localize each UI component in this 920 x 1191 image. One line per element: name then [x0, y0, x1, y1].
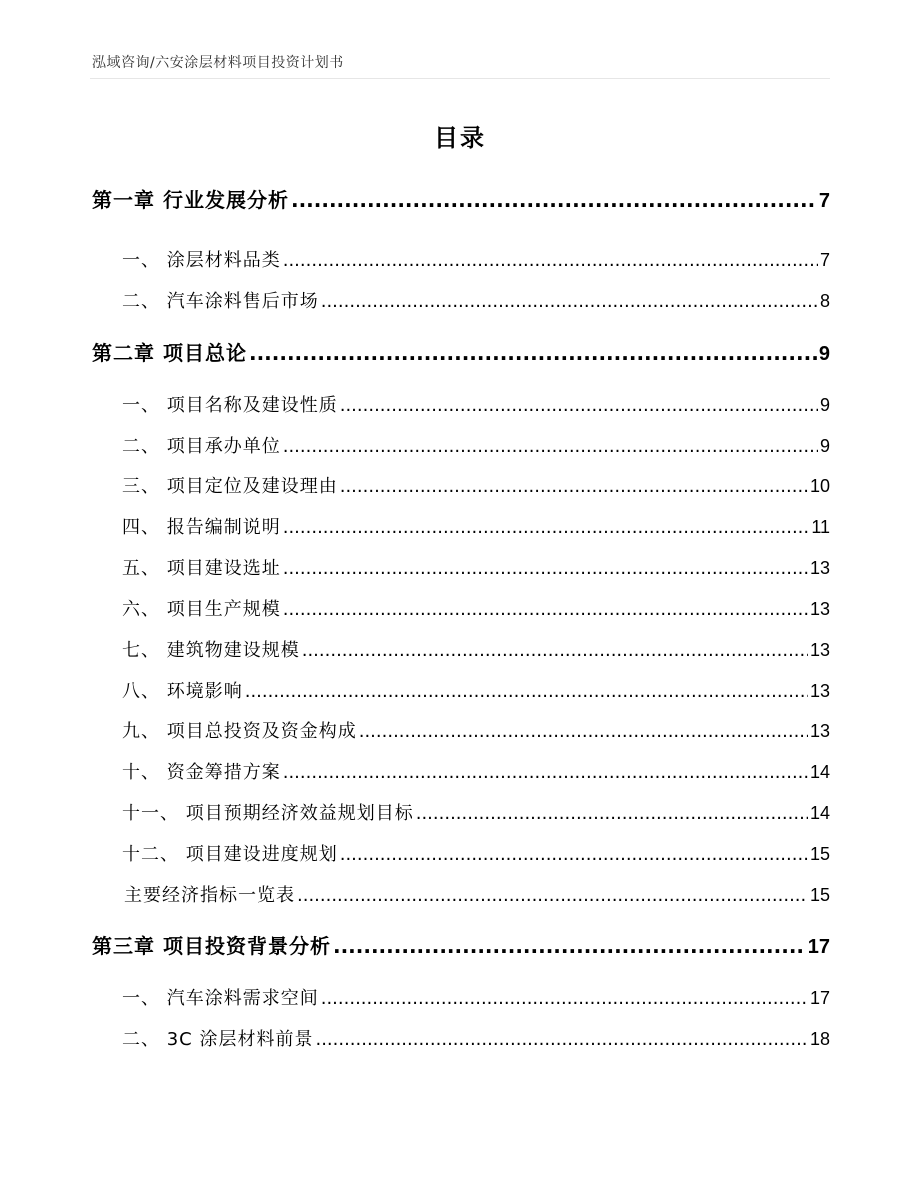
- toc-leader-dots: [283, 558, 808, 579]
- page-title: 目录: [434, 124, 486, 152]
- toc-page-number: 15: [809, 885, 830, 905]
- toc-leader-dots: [245, 681, 808, 702]
- toc-leader-dots: [283, 517, 810, 538]
- toc-entry-section[interactable]: [122, 677, 830, 703]
- toc-page-number: 9: [818, 343, 830, 365]
- toc-page-number: 8: [819, 291, 830, 311]
- toc-entry-label: 十二、 项目建设进度规划: [122, 844, 338, 865]
- toc-leader-dots: [283, 436, 818, 457]
- toc-leader-dots: [340, 476, 808, 497]
- toc-entry-section[interactable]: [122, 799, 830, 825]
- header-divider: [90, 78, 830, 79]
- toc-leader-dots: [315, 1029, 808, 1050]
- toc-entry-section[interactable]: [122, 636, 830, 662]
- toc-page-number: 13: [809, 640, 830, 660]
- toc-entry-label: 八、 环境影响: [122, 681, 243, 702]
- toc-entry-label: 一、 涂层材料品类: [122, 250, 281, 271]
- toc-leader-dots: [283, 250, 818, 271]
- toc-leader-dots: [249, 341, 817, 365]
- toc-leader-dots: [321, 291, 818, 312]
- toc-page-number: 11: [811, 517, 830, 537]
- toc-page-number: 17: [807, 936, 830, 958]
- toc-page-number: 10: [809, 476, 830, 496]
- toc-entry-label: 第三章 项目投资背景分析: [92, 934, 331, 958]
- toc-page-number: 13: [809, 599, 830, 619]
- toc-leader-dots: [340, 395, 818, 416]
- toc-entry-label: 十一、 项目预期经济效益规划目标: [122, 803, 414, 824]
- toc-entry-label: 四、 报告编制说明: [122, 517, 281, 538]
- toc-leader-dots: [283, 762, 808, 783]
- toc-entry-label: 二、 汽车涂料售后市场: [122, 291, 319, 312]
- toc-page-number: 15: [809, 844, 830, 864]
- toc-leader-dots: [297, 885, 808, 906]
- toc-leader-dots: [359, 721, 808, 742]
- toc-page-number: 14: [809, 803, 830, 823]
- toc-page-number: 7: [819, 250, 830, 270]
- toc-entry-label: 主要经济指标一览表: [124, 885, 295, 906]
- toc-entry-section[interactable]: [122, 513, 830, 539]
- toc-entry-section[interactable]: [122, 287, 830, 313]
- toc-entry-section[interactable]: [122, 391, 830, 417]
- toc-leader-dots: [416, 803, 808, 824]
- toc-entry-label: 一、 项目名称及建设性质: [122, 395, 338, 416]
- toc-entry-label: 一、 汽车涂料需求空间: [122, 988, 319, 1009]
- toc-entry-label: 十、 资金筹措方案: [122, 762, 281, 783]
- toc-page-number: 9: [819, 436, 830, 456]
- toc-entry-label: 二、 项目承办单位: [122, 436, 281, 457]
- toc-entry-label: 五、 项目建设选址: [122, 558, 281, 579]
- toc-entry-chapter-2[interactable]: [92, 337, 830, 366]
- toc-entry-label: 三、 项目定位及建设理由: [122, 476, 338, 497]
- toc-entry-section[interactable]: [122, 246, 830, 272]
- toc-entry-chapter-1[interactable]: [92, 184, 830, 213]
- toc-page-number: 9: [819, 395, 830, 415]
- toc-entry-label: 九、 项目总投资及资金构成: [122, 721, 357, 742]
- toc-leader-dots: [340, 844, 808, 865]
- toc-entry-section[interactable]: [124, 881, 830, 907]
- toc-entry-label: 第一章 行业发展分析: [92, 188, 289, 212]
- toc-entry-label: 二、 3C 涂层材料前景: [122, 1029, 314, 1050]
- toc-leader-dots: [321, 988, 808, 1009]
- toc-entry-label: 第二章 项目总论: [92, 341, 247, 365]
- toc-entry-section[interactable]: [122, 758, 830, 784]
- toc-page-number: 13: [809, 558, 830, 578]
- toc-entry-label: 六、 项目生产规模: [122, 599, 281, 620]
- running-header: 泓域咨询/六安涂层材料项目投资计划书: [92, 55, 344, 71]
- toc-entry-section[interactable]: [122, 1025, 830, 1051]
- toc-entry-section[interactable]: [122, 432, 830, 458]
- toc-page-number: 17: [809, 988, 830, 1008]
- toc-entry-section[interactable]: [122, 840, 830, 866]
- toc-entry-section[interactable]: [122, 554, 830, 580]
- toc-page-number: 13: [809, 681, 830, 701]
- toc-page-number: 13: [809, 721, 830, 741]
- toc-entry-section[interactable]: [122, 717, 830, 743]
- toc-entry-chapter-3[interactable]: [92, 930, 830, 959]
- toc-leader-dots: [333, 934, 806, 958]
- toc-page-number: 18: [809, 1029, 830, 1049]
- toc-leader-dots: [283, 599, 808, 620]
- toc-entry-section[interactable]: [122, 595, 830, 621]
- toc-page-number: 7: [818, 190, 830, 212]
- toc-page-number: 14: [809, 762, 830, 782]
- toc-entry-label: 七、 建筑物建设规模: [122, 640, 300, 661]
- toc-entry-section[interactable]: [122, 472, 830, 498]
- toc-entry-section[interactable]: [122, 984, 830, 1010]
- toc-leader-dots: [291, 188, 817, 212]
- toc-leader-dots: [302, 640, 808, 661]
